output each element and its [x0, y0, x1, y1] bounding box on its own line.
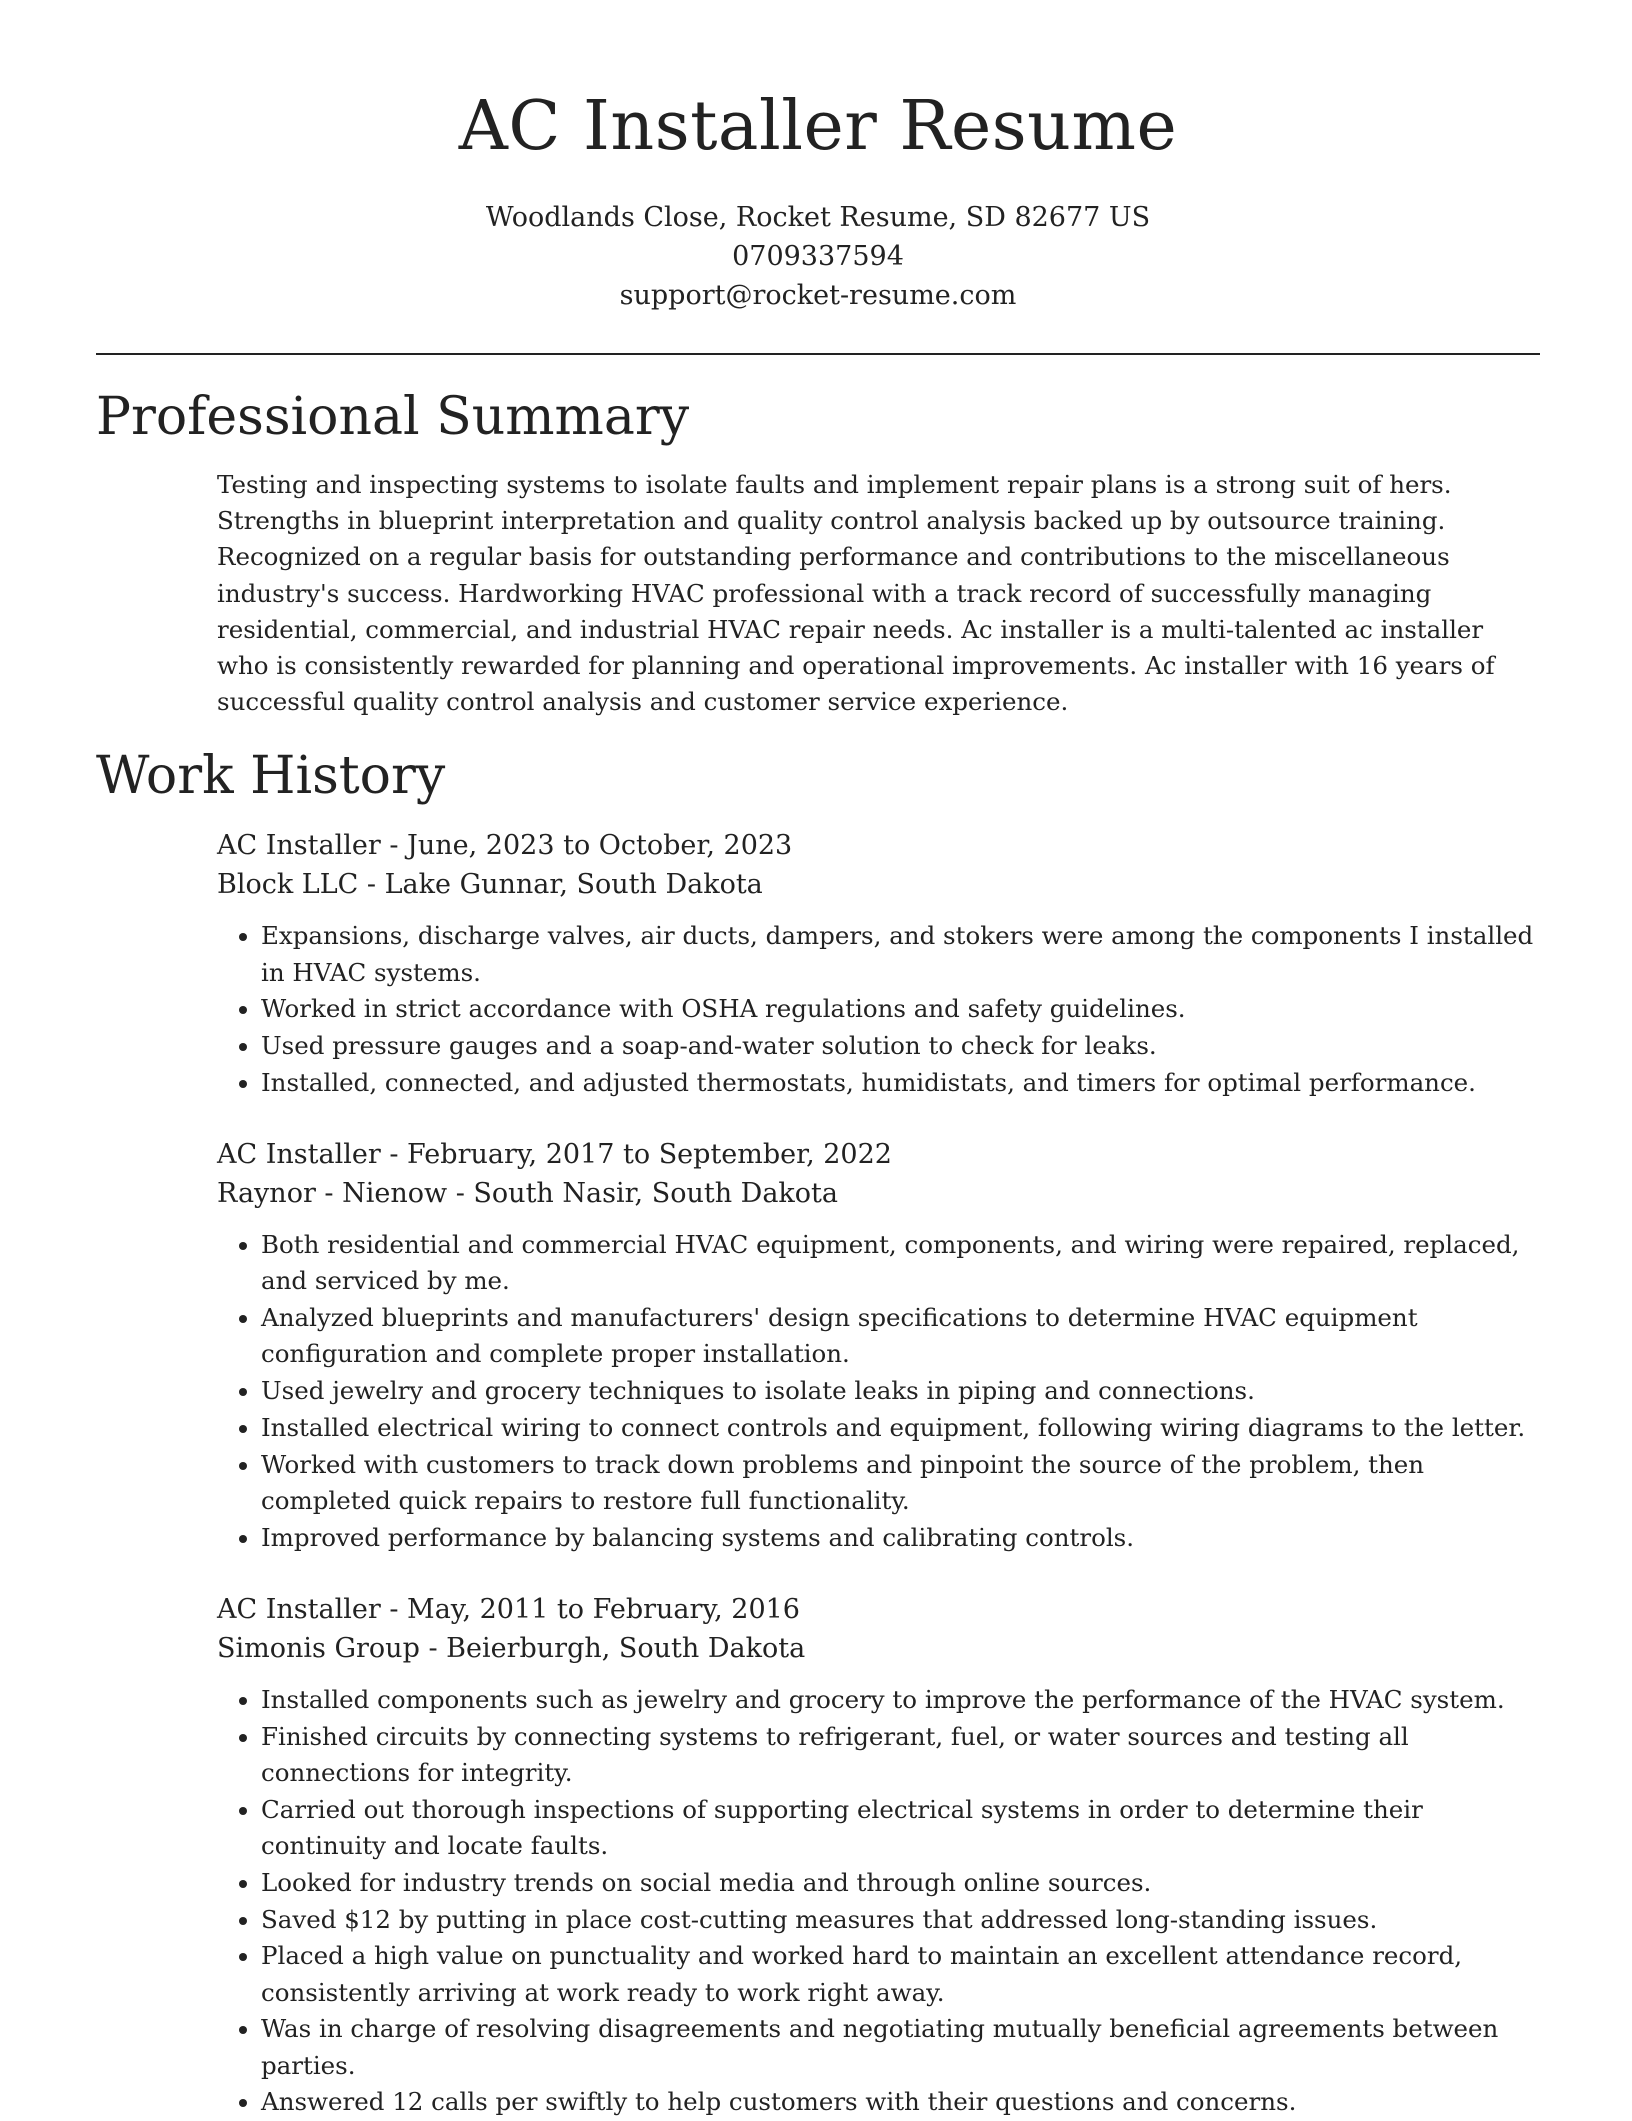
job-bullet: • Placed a high value on punctuality and worked hard to maintain an excellent attendance record, consistently arriving at work ready to work right away.	[261, 1938, 1540, 2010]
job-bullet: • Expansions, discharge valves, air ducts, dampers, and stokers were among the components I installed in HVAC systems.	[261, 918, 1540, 990]
job-entry	[217, 1135, 1540, 1556]
resume-page	[96, 0, 1540, 2121]
job-bullet: • Worked in strict accordance with OSHA regulations and safety guidelines.	[261, 991, 1540, 1027]
job-title: AC Installer	[217, 1139, 381, 1171]
summary-text: Testing and inspecting systems to isolate faults and implement repair plans is a strong suit of hers. Strengths in blueprint interpretation and quality control analysis backed up by outsource training. Recognized on a regular basis for outstanding performance and contributions to the miscellaneous industry's success. Hardworking HVAC professional with a track record of successfully managing residential, commercial, and industrial HVAC repair needs. Ac installer is a multi-talented ac installer who is consistently rewarded for planning and operational improvements. Ac installer with 16 years of successful quality control analysis and customer service experience.	[217, 470, 1495, 717]
job-dates: - February, 2017 to September, 2022	[380, 1139, 892, 1171]
job-bullet: • Carried out thorough inspections of supporting electrical systems in order to determine their continuity and locate faults.	[261, 1792, 1540, 1864]
job-bullet: • Looked for industry trends on social media and through online sources.	[261, 1865, 1540, 1901]
job-location: - Lake Gunnar, South Dakota	[358, 869, 763, 901]
job-bullets	[217, 1682, 1540, 2121]
job-bullet: • Improved performance by balancing systems and calibrating controls.	[261, 1520, 1540, 1556]
job-company-line	[217, 865, 1540, 904]
work-history-heading: Work History	[96, 746, 446, 807]
job-title-line	[217, 1135, 1540, 1174]
job-bullets	[217, 918, 1540, 1101]
job-bullet: • Was in charge of resolving disagreements and negotiating mutually beneficial agreements between parties.	[261, 2011, 1540, 2083]
resume-title: AC Installer Resume	[458, 87, 1178, 166]
job-bullet: • Answered 12 calls per swiftly to help customers with their questions and concerns.	[261, 2084, 1540, 2120]
job-company-line	[217, 1629, 1540, 1668]
job-title: AC Installer	[217, 830, 381, 862]
job-bullet: • Finished circuits by connecting systems to refrigerant, fuel, or water sources and testing all connections for integrity.	[261, 1719, 1540, 1791]
contact-phone: 0709337594	[732, 241, 904, 272]
job-bullet: • Used pressure gauges and a soap-and-water solution to check for leaks.	[261, 1028, 1540, 1064]
job-company: Block LLC	[217, 869, 359, 901]
job-company: Simonis Group	[217, 1633, 420, 1665]
contact-email: support@rocket-resume.com	[619, 280, 1017, 311]
header-divider	[96, 353, 1540, 355]
resume-header	[96, 0, 1540, 315]
job-dates: - May, 2011 to February, 2016	[380, 1594, 800, 1626]
job-location: - South Nasir, South Dakota	[447, 1178, 838, 1210]
job-bullet: • Both residential and commercial HVAC equipment, components, and wiring were repaired, replaced, and serviced by me.	[261, 1227, 1540, 1299]
job-bullet: • Saved $12 by putting in place cost-cutting measures that addressed long-standing issues.	[261, 1902, 1540, 1938]
job-bullet: • Analyzed blueprints and manufacturers' design specifications to determine HVAC equipment configuration and complete proper installation.	[261, 1300, 1540, 1372]
job-company-line	[217, 1174, 1540, 1213]
work-history-section	[96, 744, 1540, 2120]
job-entry	[217, 826, 1540, 1101]
job-title-line	[217, 826, 1540, 865]
job-company: Raynor - Nienow	[217, 1178, 448, 1210]
job-title: AC Installer	[217, 1594, 381, 1626]
summary-section	[96, 385, 1540, 720]
job-bullet: • Used jewelry and grocery techniques to isolate leaks in piping and connections.	[261, 1373, 1540, 1409]
job-title-line	[217, 1590, 1540, 1629]
job-bullet: • Installed electrical wiring to connect controls and equipment, following wiring diagrams to the letter.	[261, 1410, 1540, 1446]
job-bullet: • Installed, connected, and adjusted thermostats, humidistats, and timers for optimal performance.	[261, 1065, 1540, 1101]
job-bullets	[217, 1227, 1540, 1556]
job-location: - Beierburgh, South Dakota	[419, 1633, 806, 1665]
job-entry	[217, 1590, 1540, 2121]
job-dates: - June, 2023 to October, 2023	[380, 830, 793, 862]
job-bullet: • Installed components such as jewelry and grocery to improve the performance of the HVAC system.	[261, 1682, 1540, 1718]
contact-address: Woodlands Close, Rocket Resume, SD 82677 US	[485, 202, 1151, 233]
summary-heading: Professional Summary	[96, 387, 690, 447]
job-bullet: • Worked with customers to track down problems and pinpoint the source of the problem, then completed quick repairs to restore full functionality.	[261, 1447, 1540, 1519]
